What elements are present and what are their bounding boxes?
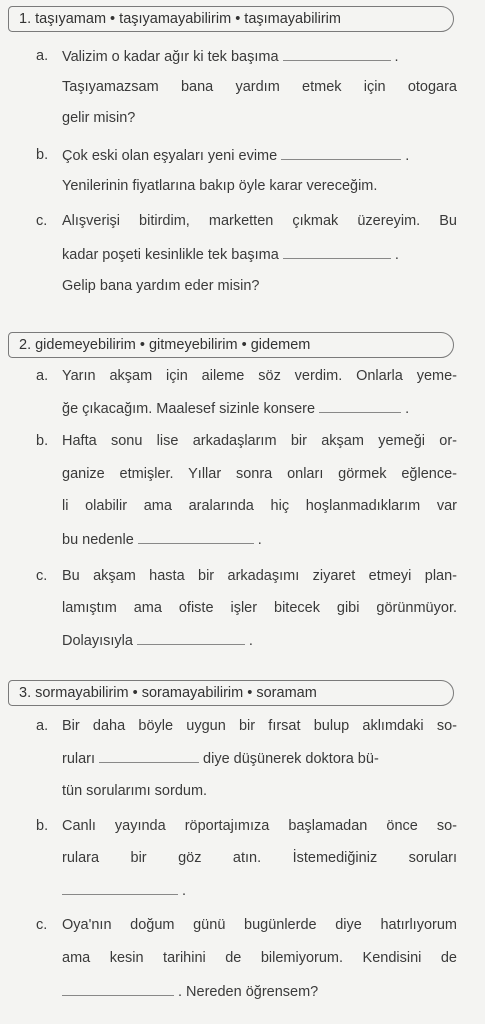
item-line: li olabilir ama aralarında hiç hoşlanmadıklarım var xyxy=(62,498,457,514)
item-marker: a. xyxy=(36,48,49,64)
item-marker: c. xyxy=(36,568,48,584)
item-marker: b. xyxy=(36,818,49,834)
item-line: Bu akşam hasta bir arkadaşımı ziyaret etmeyi plan- xyxy=(62,568,457,584)
item-marker: a. xyxy=(36,718,49,734)
item-marker: b. xyxy=(36,433,49,449)
item-line: ganize etmişler. Yıllar sonra onları görmek eğlence- xyxy=(62,466,457,482)
exercise-1-options: 1. taşıyamam • taşıyamayabilirim • taşımayabilirim xyxy=(8,6,454,32)
item-line: . xyxy=(62,880,457,901)
answer-blank[interactable] xyxy=(319,398,401,413)
answer-blank[interactable] xyxy=(62,981,174,996)
item-line: Canlı yayında röportajımıza başlamadan önce so- xyxy=(62,818,457,834)
item-line: Alışverişi bitirdim, marketten çıkmak üzereyim. Bu xyxy=(62,213,457,229)
item-line: ruları diye düşünerek doktora bü- xyxy=(62,748,457,769)
item-line: tün sorularımı sordum. xyxy=(62,783,208,799)
item-line: Taşıyamazsam bana yardım etmek için otogara xyxy=(62,79,457,95)
answer-blank[interactable] xyxy=(283,46,391,61)
item-marker: a. xyxy=(36,368,49,384)
item-line: Bir daha böyle uygun bir fırsat bulup aklımdaki so- xyxy=(62,718,457,734)
item-line: gelir misin? xyxy=(62,110,136,126)
item-line: ama kesin tarihini de bilemiyorum. Kendisini de xyxy=(62,950,457,966)
item-line: Çok eski olan eşyaları yeni evime . xyxy=(62,145,457,166)
item-line: rulara bir göz atın. İstemediğiniz soruları xyxy=(62,850,457,866)
item-marker: b. xyxy=(36,147,49,163)
item-marker: c. xyxy=(36,213,48,229)
answer-blank[interactable] xyxy=(138,529,254,544)
item-line: Yenilerinin fiyatlarına bakıp öyle karar vereceğim. xyxy=(62,178,378,194)
exercise-2-options: 2. gidemeyebilirim • gitmeyebilirim • gidemem xyxy=(8,332,454,358)
item-line: kadar poşeti kesinlikle tek başıma . xyxy=(62,244,457,265)
item-line: Gelip bana yardım eder misin? xyxy=(62,278,260,294)
item-line: Yarın akşam için aileme söz verdim. Onlarla yeme- xyxy=(62,368,457,384)
item-line: . Nereden öğrensem? xyxy=(62,981,457,1002)
item-line: Hafta sonu lise arkadaşlarım bir akşam yemeği or- xyxy=(62,433,457,449)
item-line: Dolayısıyla . xyxy=(62,630,457,651)
item-line: lamıştım ama ofiste işler bitecek gibi görünmüyor. xyxy=(62,600,457,616)
answer-blank[interactable] xyxy=(99,748,199,763)
item-line: Valizim o kadar ağır ki tek başıma . xyxy=(62,46,457,67)
item-line: bu nedenle . xyxy=(62,529,457,550)
answer-blank[interactable] xyxy=(62,880,178,895)
answer-blank[interactable] xyxy=(281,145,401,160)
answer-blank[interactable] xyxy=(283,244,391,259)
item-line: Oya'nın doğum günü bugünlerde diye hatırlıyorum xyxy=(62,917,457,933)
answer-blank[interactable] xyxy=(137,630,245,645)
item-line: ğe çıkacağım. Maalesef sizinle konsere . xyxy=(62,398,457,419)
exercise-3-options: 3. sormayabilirim • soramayabilirim • soramam xyxy=(8,680,454,706)
item-marker: c. xyxy=(36,917,48,933)
